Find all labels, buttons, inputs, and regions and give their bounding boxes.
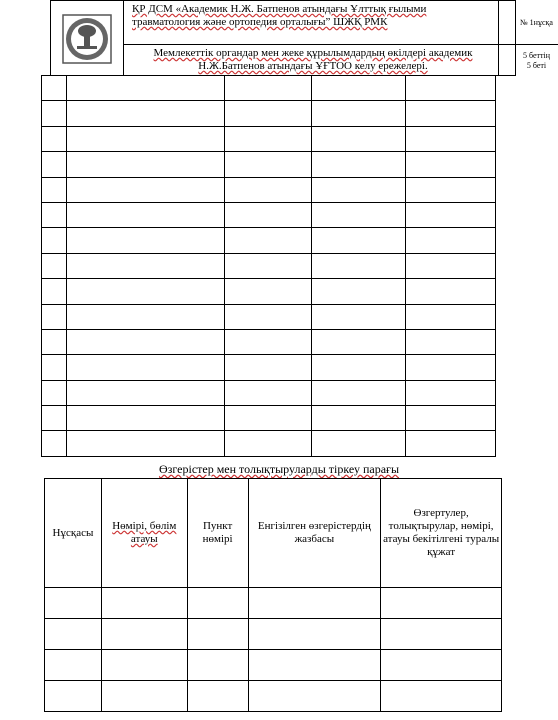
table-cell bbox=[406, 329, 496, 354]
table-cell bbox=[42, 177, 67, 202]
table-cell bbox=[248, 588, 381, 619]
table-row bbox=[42, 253, 496, 278]
table-cell bbox=[406, 76, 496, 101]
table-cell bbox=[42, 431, 67, 456]
edition-number: № 1нұсқа bbox=[498, 1, 558, 45]
table-row bbox=[42, 304, 496, 329]
change-log-table bbox=[44, 478, 502, 712]
table-cell bbox=[101, 619, 187, 650]
table-row bbox=[42, 177, 496, 202]
table-row bbox=[42, 152, 496, 177]
table-cell bbox=[224, 406, 312, 431]
table-cell bbox=[42, 406, 67, 431]
table-cell bbox=[66, 101, 224, 126]
table-cell bbox=[406, 380, 496, 405]
table-cell bbox=[312, 101, 406, 126]
table-cell bbox=[66, 431, 224, 456]
header-item-number: Пункт нөмірі bbox=[187, 479, 248, 588]
table-cell bbox=[66, 177, 224, 202]
table-row bbox=[42, 126, 496, 151]
table-cell bbox=[312, 202, 406, 227]
table-cell bbox=[187, 650, 248, 681]
table-cell bbox=[312, 177, 406, 202]
table-cell bbox=[248, 650, 381, 681]
header-section-number: Нөмірі, бөлім атауы bbox=[101, 479, 187, 588]
table-cell bbox=[406, 202, 496, 227]
table-cell bbox=[42, 355, 67, 380]
table-cell bbox=[66, 329, 224, 354]
table-cell bbox=[66, 355, 224, 380]
table-row bbox=[42, 355, 496, 380]
table-cell bbox=[406, 279, 496, 304]
table-cell bbox=[66, 406, 224, 431]
table-cell bbox=[312, 152, 406, 177]
table-cell bbox=[381, 681, 502, 712]
table-cell bbox=[42, 304, 67, 329]
table-row bbox=[45, 588, 502, 619]
table-cell bbox=[42, 228, 67, 253]
table-cell bbox=[101, 650, 187, 681]
table-cell bbox=[224, 228, 312, 253]
table-cell bbox=[42, 76, 67, 101]
upper-blank-table bbox=[41, 75, 496, 457]
table-row bbox=[42, 228, 496, 253]
table-cell bbox=[381, 650, 502, 681]
table-cell bbox=[187, 681, 248, 712]
table-cell bbox=[381, 588, 502, 619]
table-cell bbox=[224, 126, 312, 151]
table-cell bbox=[406, 253, 496, 278]
table-cell bbox=[312, 253, 406, 278]
table-row bbox=[42, 406, 496, 431]
table-cell bbox=[406, 406, 496, 431]
table-cell bbox=[224, 202, 312, 227]
table-cell bbox=[66, 152, 224, 177]
table-cell bbox=[224, 431, 312, 456]
table-cell bbox=[66, 202, 224, 227]
table-cell bbox=[42, 253, 67, 278]
table-cell bbox=[66, 279, 224, 304]
table-cell bbox=[42, 380, 67, 405]
document-header bbox=[50, 0, 553, 76]
table-cell bbox=[312, 406, 406, 431]
table-cell bbox=[406, 304, 496, 329]
page-counter: 5 беттің 5 беті bbox=[498, 45, 558, 76]
table-row bbox=[42, 279, 496, 304]
table-cell bbox=[312, 355, 406, 380]
table-cell bbox=[42, 279, 67, 304]
table-cell bbox=[224, 101, 312, 126]
organization-name: ҚР ДСМ «Академик Н.Ж. Батпенов атындағы Ұлттық ғылыми травматология және ортопедия орталығы” ШЖҚ РМК bbox=[124, 1, 502, 45]
table-row bbox=[45, 619, 502, 650]
table-cell bbox=[406, 152, 496, 177]
table-cell bbox=[45, 650, 102, 681]
table-cell bbox=[224, 279, 312, 304]
table-cell bbox=[406, 431, 496, 456]
table-cell bbox=[224, 329, 312, 354]
table-cell bbox=[224, 152, 312, 177]
table-cell bbox=[248, 619, 381, 650]
table-row bbox=[42, 76, 496, 101]
table-cell bbox=[406, 177, 496, 202]
header-approval-document: Өзгертулер, толықтырулар, нөмірі, атауы бекітілгені туралы құжат bbox=[381, 479, 502, 588]
table-cell bbox=[42, 152, 67, 177]
table-row bbox=[45, 681, 502, 712]
table-cell bbox=[224, 355, 312, 380]
table-cell bbox=[42, 101, 67, 126]
table-cell bbox=[406, 355, 496, 380]
table-cell bbox=[312, 126, 406, 151]
table-cell bbox=[224, 304, 312, 329]
table-cell bbox=[45, 588, 102, 619]
table-cell bbox=[406, 228, 496, 253]
table-cell bbox=[248, 681, 381, 712]
table-cell bbox=[312, 380, 406, 405]
table-cell bbox=[187, 588, 248, 619]
table-cell bbox=[187, 619, 248, 650]
table-cell bbox=[42, 329, 67, 354]
table-cell bbox=[42, 126, 67, 151]
logo-cell bbox=[51, 1, 124, 76]
table-cell bbox=[312, 304, 406, 329]
table-cell bbox=[381, 619, 502, 650]
table-cell bbox=[406, 101, 496, 126]
table-cell bbox=[224, 177, 312, 202]
change-log-header-row bbox=[45, 479, 502, 588]
table-cell bbox=[101, 588, 187, 619]
header-version: Нұсқасы bbox=[45, 479, 102, 588]
table-cell bbox=[312, 329, 406, 354]
table-cell bbox=[66, 380, 224, 405]
table-cell bbox=[66, 304, 224, 329]
table-cell bbox=[312, 431, 406, 456]
table-cell bbox=[42, 202, 67, 227]
table-cell bbox=[312, 228, 406, 253]
table-cell bbox=[224, 253, 312, 278]
table-cell bbox=[224, 380, 312, 405]
table-row bbox=[42, 101, 496, 126]
table-cell bbox=[66, 76, 224, 101]
table-cell bbox=[66, 126, 224, 151]
institute-logo-icon bbox=[61, 13, 113, 65]
document-title: Мемлекеттік органдар мен жеке құрылымдардың өкілдері академик Н.Ж.Батпенов атындағы ҰҒТОО келу ережелері. bbox=[153, 47, 473, 72]
table-row bbox=[42, 202, 496, 227]
table-cell bbox=[312, 76, 406, 101]
table-row bbox=[42, 380, 496, 405]
table-cell bbox=[66, 228, 224, 253]
change-log-caption: Өзгерістер мен толықтыруларды тіркеу парағы bbox=[158, 462, 400, 476]
table-cell bbox=[45, 681, 102, 712]
table-cell bbox=[45, 619, 102, 650]
header-changes-record: Енгізілген өзгерістердің жазбасы bbox=[248, 479, 381, 588]
table-row bbox=[45, 650, 502, 681]
table-row bbox=[42, 431, 496, 456]
table-cell bbox=[224, 76, 312, 101]
table-cell bbox=[312, 279, 406, 304]
table-row bbox=[42, 329, 496, 354]
table-cell bbox=[101, 681, 187, 712]
table-cell bbox=[406, 126, 496, 151]
table-cell bbox=[66, 253, 224, 278]
